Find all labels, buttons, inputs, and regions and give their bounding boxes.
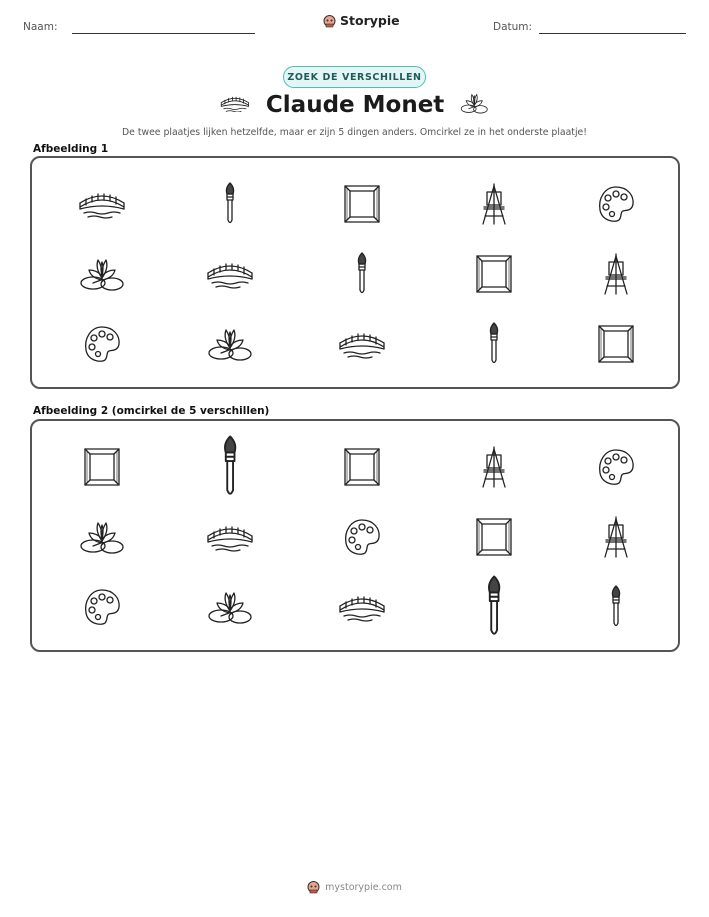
frame-icon[interactable] bbox=[464, 511, 524, 563]
date-line[interactable] bbox=[539, 33, 686, 34]
easel-icon bbox=[586, 248, 646, 300]
easel-icon bbox=[464, 178, 524, 230]
easel-icon[interactable] bbox=[586, 511, 646, 563]
activity-badge: ZOEK DE VERSCHILLEN bbox=[283, 66, 426, 88]
easel-icon[interactable] bbox=[464, 441, 524, 493]
storypie-mascot-icon bbox=[307, 880, 320, 894]
frame-icon bbox=[586, 318, 646, 370]
section2-label: Afbeelding 2 (omcirkel de 5 verschillen) bbox=[33, 405, 270, 417]
title-row bbox=[0, 92, 709, 118]
palette-icon[interactable] bbox=[72, 581, 132, 633]
name-label: Naam: bbox=[23, 21, 58, 33]
palette-icon[interactable] bbox=[586, 441, 646, 493]
palette-icon[interactable] bbox=[332, 511, 392, 563]
bridge-icon bbox=[220, 94, 250, 117]
brand-name: Storypie bbox=[340, 13, 400, 28]
paintbrush-icon[interactable] bbox=[200, 441, 260, 493]
frame-icon[interactable] bbox=[72, 441, 132, 493]
picture-1-panel bbox=[30, 156, 680, 389]
waterlily-icon bbox=[200, 318, 260, 370]
section1-label: Afbeelding 1 bbox=[33, 143, 109, 155]
storypie-mascot-icon bbox=[323, 14, 336, 28]
bridge-icon[interactable] bbox=[332, 581, 392, 633]
page-title: Claude Monet bbox=[265, 92, 445, 119]
waterlily-icon bbox=[460, 92, 489, 118]
paintbrush-icon bbox=[332, 248, 392, 300]
frame-icon bbox=[332, 178, 392, 230]
palette-icon bbox=[586, 178, 646, 230]
instructions: De twee plaatjes lijken hetzelfde, maar er zijn 5 dingen anders. Omcirkel ze in het onderste plaatje! bbox=[122, 127, 587, 138]
bridge-icon bbox=[72, 178, 132, 230]
name-line[interactable] bbox=[72, 33, 255, 34]
footer bbox=[0, 880, 709, 894]
paintbrush-icon[interactable] bbox=[586, 581, 646, 633]
bridge-icon bbox=[200, 248, 260, 300]
frame-icon bbox=[464, 248, 524, 300]
footer-url: mystorypie.com bbox=[325, 881, 402, 893]
bridge-icon[interactable] bbox=[200, 511, 260, 563]
paintbrush-icon bbox=[464, 318, 524, 370]
brand-logo bbox=[323, 13, 400, 28]
bridge-icon bbox=[332, 318, 392, 370]
paintbrush-icon[interactable] bbox=[464, 581, 524, 633]
paintbrush-icon bbox=[200, 178, 260, 230]
waterlily-icon[interactable] bbox=[72, 511, 132, 563]
palette-icon bbox=[72, 318, 132, 370]
frame-icon[interactable] bbox=[332, 441, 392, 493]
picture-2-panel[interactable] bbox=[30, 419, 680, 652]
date-label: Datum: bbox=[493, 21, 533, 33]
waterlily-icon[interactable] bbox=[200, 581, 260, 633]
waterlily-icon bbox=[72, 248, 132, 300]
